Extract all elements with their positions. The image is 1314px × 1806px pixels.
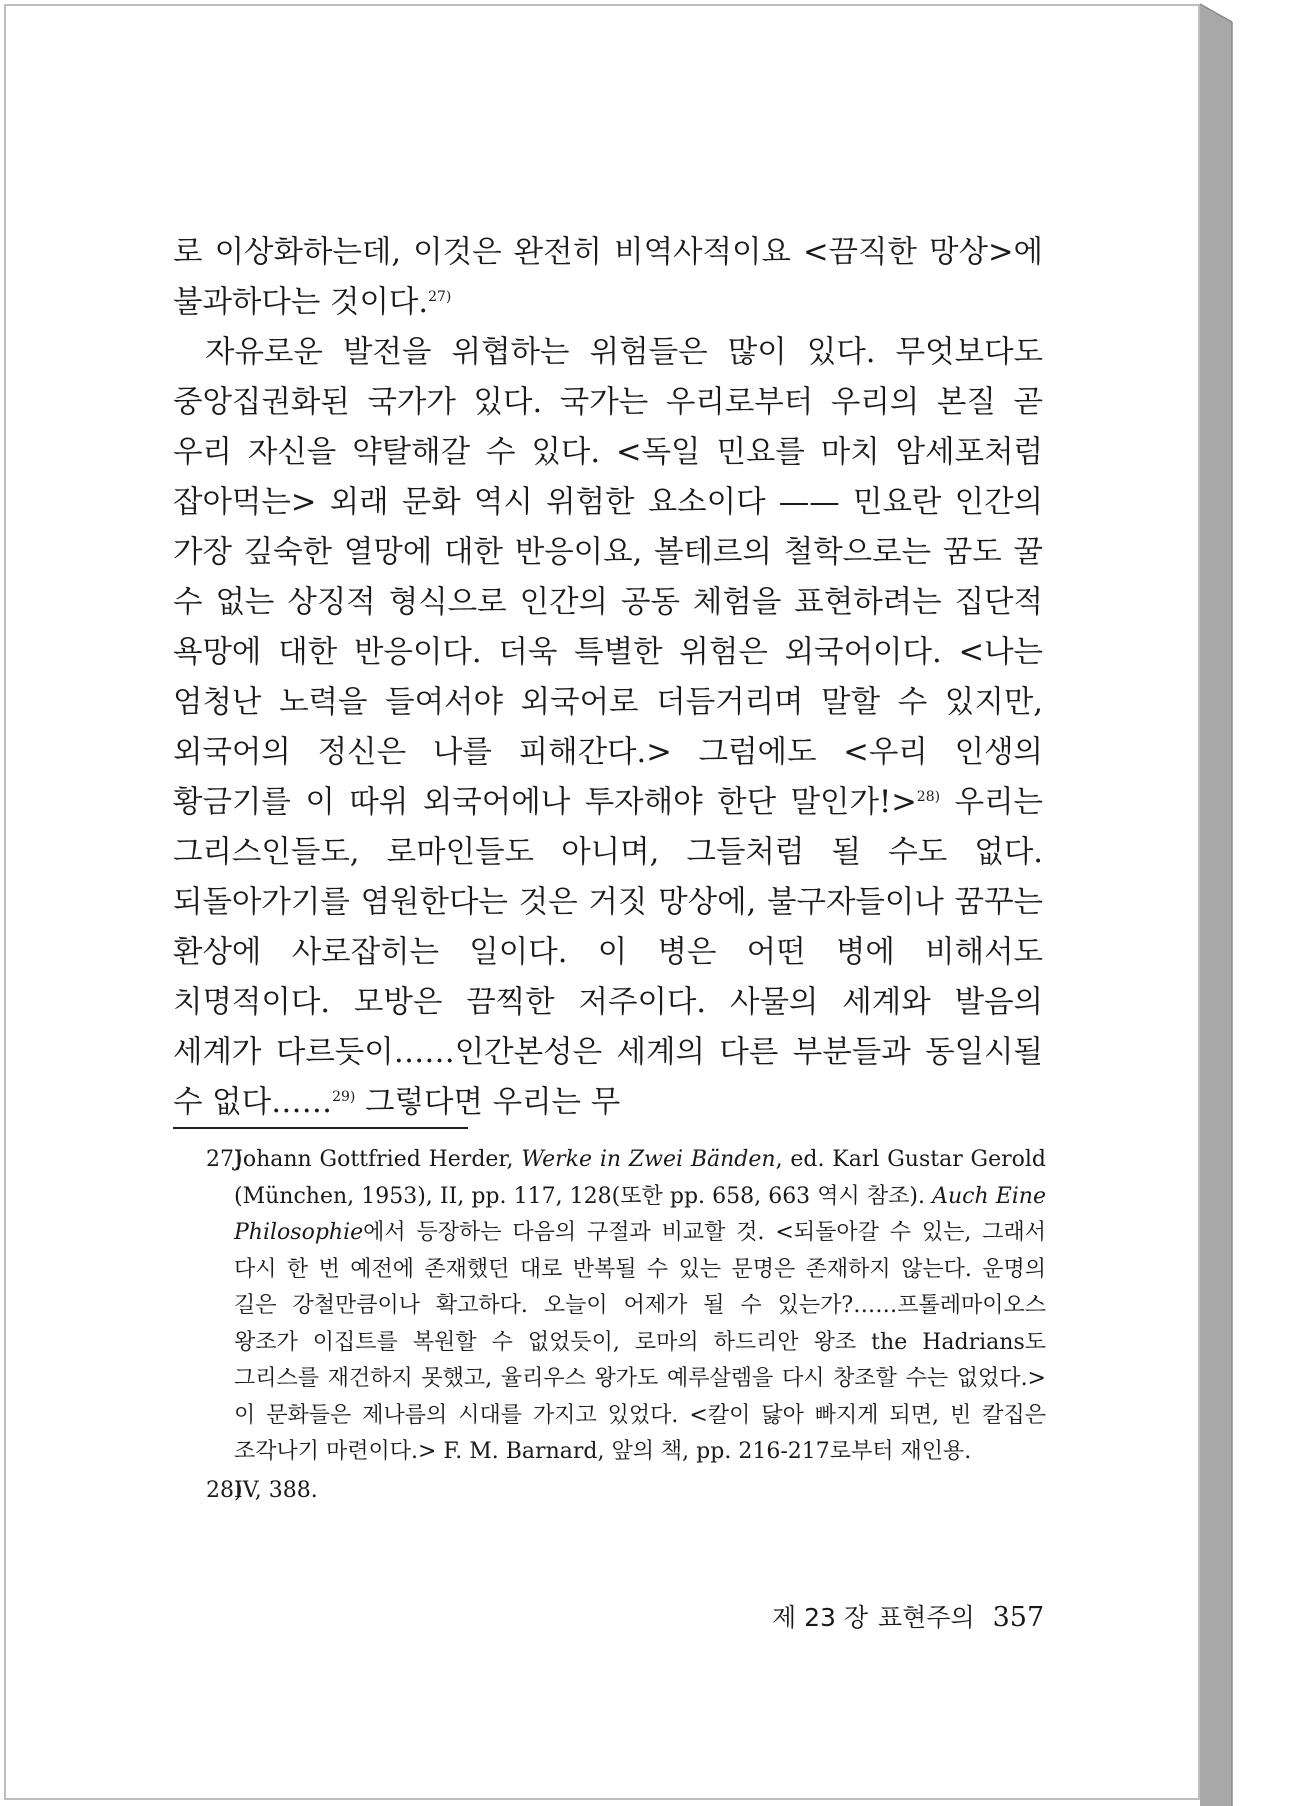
book-page xyxy=(4,4,1200,1800)
footnote-28 xyxy=(206,1473,1046,1510)
footnote-ref-29: 29) xyxy=(332,1089,356,1105)
chapter-label: 제 23 장 xyxy=(772,1603,869,1632)
footnote-ref-27: 27) xyxy=(428,289,452,305)
footnote-lead: Johann Gottfried Herder, xyxy=(234,1147,522,1172)
footnote-body: IV, 388. xyxy=(234,1477,318,1503)
footnotes xyxy=(206,1142,1046,1509)
chapter-title: 표현주의 xyxy=(878,1603,975,1632)
main-text xyxy=(173,228,1043,1128)
paragraph-part-2: 우리는 그리스인들도, 로마인들도 아니며, 그들처럼 될 수도 없다. 되돌아가기를 염원한다는 것은 거짓 망상에, 불구자들이나 꿈꾸는 환상에 사로잡히는 일이다. 이 병은 어떤 병에 비해서도 치명적이다. 모방은 끔찍한 저주이다. 사물의 세계와 발음의 세계가 다르듯이……인간본성은 세계의 다른 부분들과 동일시될 수 없다…… xyxy=(173,785,1043,1120)
book-title-2: Auch Eine Philosophie xyxy=(234,1183,1046,1245)
footnote-number: 27) xyxy=(206,1147,243,1172)
footnote-divider xyxy=(173,1127,468,1129)
footnote-mid: , ed. Karl Gustar Gerold (München, 1953), II, pp. 117, 128(또한 pp. 658, 663 역시 참조). xyxy=(234,1147,1046,1209)
continuation-text: 로 이상화하는데, 이것은 완전히 비역사적이요 <끔직한 망상>에 불과하다는 것이다. xyxy=(173,235,1043,320)
footnote-ref-28: 28) xyxy=(916,789,941,805)
page-number: 357 xyxy=(992,1602,1045,1633)
footnote-number: 28) xyxy=(206,1477,243,1503)
page-stack-background xyxy=(1232,22,1314,1806)
book-title: Werke in Zwei Bänden xyxy=(521,1147,776,1172)
footnote-body xyxy=(234,1142,1046,1471)
footnote-rest: 에서 등장하는 다음의 구절과 비교할 것. <되돌아갈 수 있는, 그래서 다시 한 번 예전에 존재했던 대로 반복될 수 있는 문명은 존재하지 않는다. 운명의 길은 강철만큼이나 확고하다. 오늘이 어제가 될 수 있는가?……프톨레마이오스 왕조가 이집트를 복원할 수 없었듯이, 로마의 하드리안 왕조 the Hadrians도 그리스를 재건하지 못했고, 율리우스 왕가도 예루살렘을 다시 창조할 수는 없었다.> 이 문화들은 제나름의 시대를 가지고 있었다. <칼이 닳아 빠지게 되면, 빈 칼집은 조각나기 마련이다.> F. M. Barnard, 앞의 책, pp. 216-217로부터 재인용. xyxy=(234,1220,1046,1464)
continuation-paragraph xyxy=(173,228,1043,328)
page-stack-edge xyxy=(1196,0,1314,1806)
page-stack-shadow xyxy=(1200,4,1232,1806)
body-paragraph xyxy=(173,328,1043,1128)
footnote-27 xyxy=(206,1142,1046,1471)
paragraph-part-1: 자유로운 발전을 위협하는 위험들은 많이 있다. 무엇보다도 중앙집권화된 국가가 있다. 국가는 우리로부터 우리의 본질 곧 우리 자신을 약탈해갈 수 있다. <독일 민요를 마치 암세포처럼 잡아먹는> 외래 문화 역시 위험한 요소이다 —— 민요란 인간의 가장 깊숙한 열망에 대한 반응이요, 볼테르의 철학으로는 꿈도 꿀 수 없는 상징적 형식으로 인간의 공동 체험을 표현하려는 집단적 욕망에 대한 반응이다. 더욱 특별한 위험은 외국어이다. <나는 엄청난 노력을 들여서야 외국어로 더듬거리며 말할 수 있지만, 외국어의 정신은 나를 피해간다.> 그럼에도 <우리 인생의 황금기를 이 따위 외국어에나 투자해야 한단 말인가!> xyxy=(173,335,1043,820)
page-footer xyxy=(772,1598,1054,1634)
paragraph-part-3: 그렇다면 우리는 무 xyxy=(355,1085,621,1120)
